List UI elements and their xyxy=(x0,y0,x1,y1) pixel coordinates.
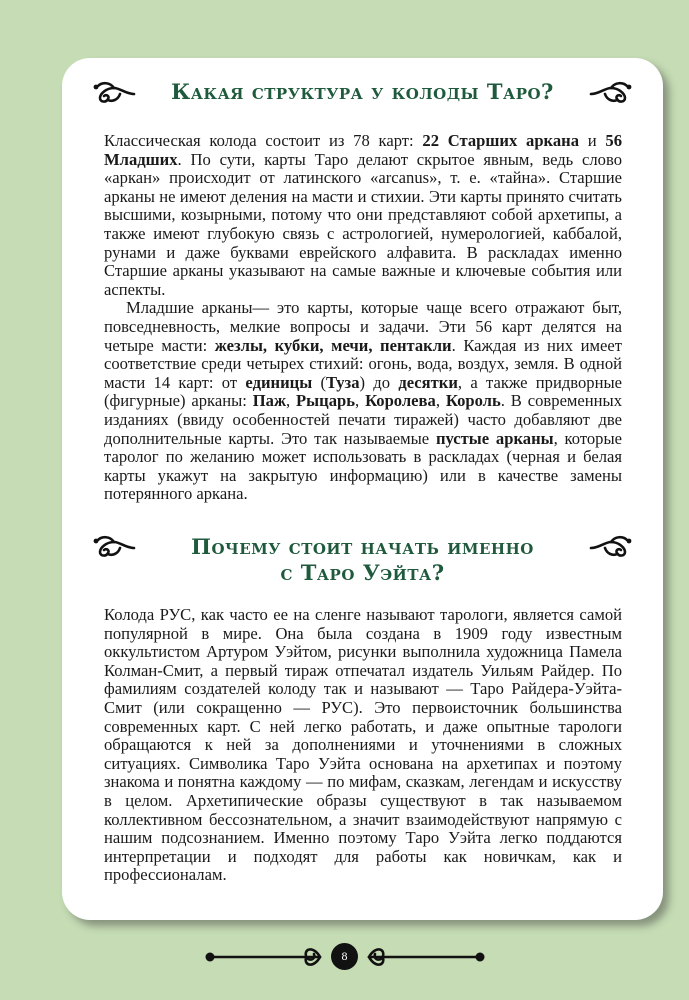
page-number: 8 xyxy=(331,943,358,970)
bold-term: единицы xyxy=(245,372,313,392)
section-title-line: с Таро Уэйта? xyxy=(280,560,445,585)
page-footer xyxy=(0,940,689,974)
bold-term: Паж xyxy=(252,391,286,411)
bold-term: Туза xyxy=(325,372,360,392)
paragraph: Колода РУС, как часто ее на сленге называют тарологи, является самой популярной в мире. Она была создана в 1909 году известным оккультистом Артуром Уэйтом, рисунки выполнила художница Памела Колман-Смит, а первый тираж отпечатал издатель Уильям Райдер. По фамилиям создателей колоду так и называют — Таро Райдера-Уэйта-Смит (или сокращенно — РУС). Это первоисточник большинства современных карт. С ней легко работать, и даже опытные тарологи обращаются к ней за дополнениями и уточнениями в сложных ситуациях. Символика Таро Уэйта основана на архетипах и поэтому знакома и понятна каждому — по мифам, сказкам, легендам и искусству в целом. Архетипические образы существуют в так называемом коллективном бессознательном, а значит взаимодействуют напрямую с нашим подсознанием. Именно поэтому Таро Уэйта легко поддаются интерпретации и подходят для работы как новичкам, как и профессионалам. xyxy=(104,605,622,885)
section-title-line: Почему стоит начать именно xyxy=(191,534,534,559)
content-card xyxy=(62,58,663,920)
bold-term: Рыцарь xyxy=(296,391,356,411)
bold-term: Король xyxy=(445,391,501,411)
section-title xyxy=(62,534,663,586)
paragraph: Классическая колода состоит из 78 карт: 22 Старших аркана и 56 Младших. По сути, карты Таро делают скрытое явным, ведь слово «аркан» происходит от латинского «arcanus», т. е. «тайна». Старшие арканы не имеют деления на масти и стихии. Эти карты принято считать высшими, козырными, потому что они представляют собой архетипы, а также имеют глубокую связь с астрологией, нумерологией, каббалой, рунами и даже буквами еврейского алфавита. В раскладах именно Старшие арканы указывают на самые важные и ключевые события или аспекты. xyxy=(104,131,622,299)
flourish-icon xyxy=(587,78,635,106)
bold-term: жезлы, кубки, мечи, пентакли xyxy=(214,335,452,355)
bold-term: 56 Младших xyxy=(104,131,622,169)
section-body xyxy=(104,606,622,885)
paragraph: Младшие арканы— это карты, которые чаще всего отражают быт, повседневность, мелкие вопросы и задачи. Эти 56 карт делятся на четыре масти: жезлы, кубки, мечи, пентакли. Каждая из них имеет соответствие среди четырех стихий: огонь, вода, воздух, земля. В одной масти 14 карт: от единицы (Туза) до десятки, а также придворные (фигурные) арканы: Паж, Рыцарь, Королева, Король. В современных изданиях (ввиду особенностей печати тиражей) часто добавляют две дополнительные карты. Это так называемые пустые арканы, которые таролог по желанию может использовать в раскладах (черная и белая карты укажут на закрытую информацию) или в качестве замены потерянного аркана. xyxy=(104,298,623,504)
bold-term: десятки xyxy=(398,372,458,392)
bold-term: 22 Старших аркана xyxy=(422,131,580,150)
section-body xyxy=(104,132,622,504)
bold-term: пустые арканы xyxy=(435,428,554,448)
section-title: Какая структура у колоды Таро? xyxy=(171,79,554,104)
bold-term: Королева xyxy=(365,391,436,411)
flourish-icon xyxy=(587,532,635,560)
